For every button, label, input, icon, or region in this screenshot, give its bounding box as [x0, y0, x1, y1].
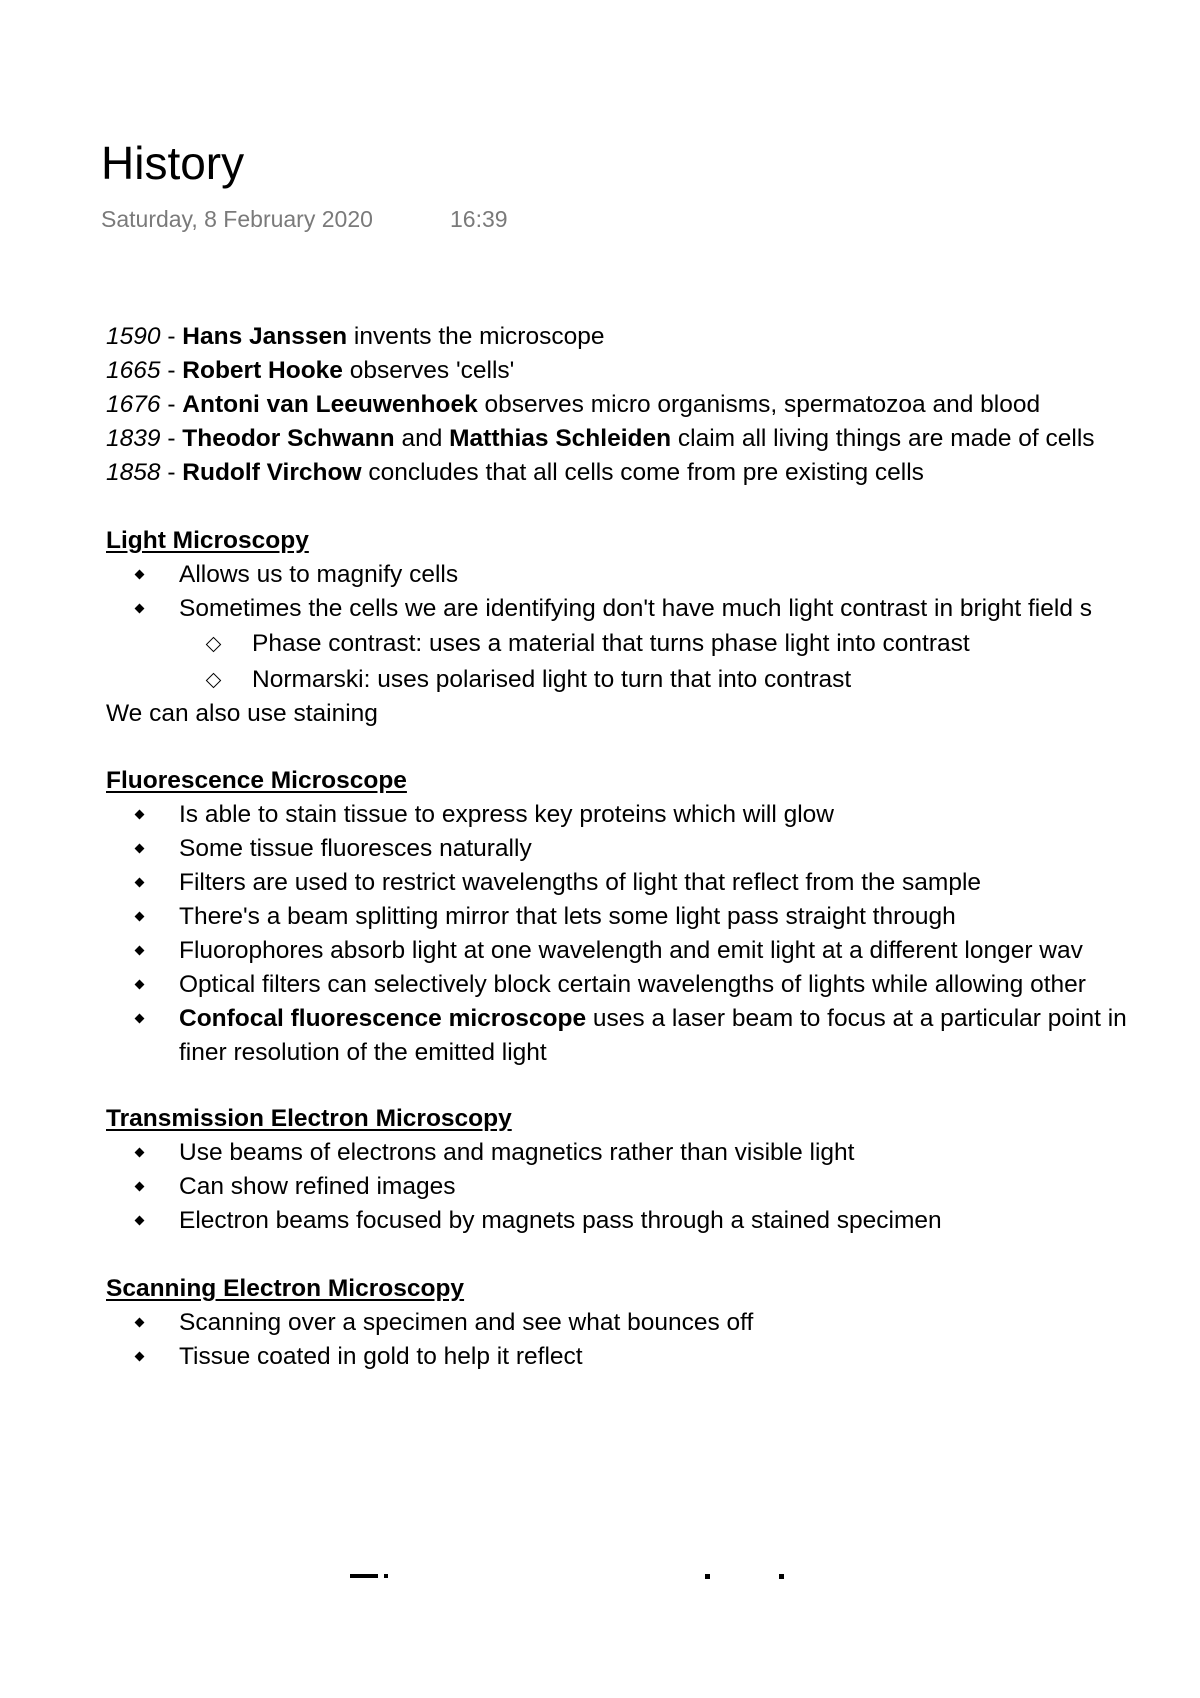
section-heading-tem: Transmission Electron Microscopy — [106, 1105, 512, 1132]
list-item: Optical filters can selectively block certain wavelengths of lights while allowing other — [179, 971, 1086, 998]
list-item: Scanning over a specimen and see what bounces off — [179, 1309, 754, 1336]
stray-mark — [779, 1574, 784, 1579]
diamond-bullet-icon — [134, 1170, 148, 1204]
list-item: Fluorophores absorb light at one wavelength and emit light at a different longer wav — [179, 937, 1083, 964]
timeline-entry: 1665 - Robert Hooke observes 'cells' — [106, 357, 515, 384]
timeline-text: concludes that all cells come from pre existing cells — [361, 459, 924, 486]
diamond-bullet-icon — [134, 866, 148, 900]
list-item: Allows us to magnify cells — [179, 561, 459, 588]
diamond-bullet-icon — [134, 1002, 148, 1036]
timeline-text: claim all living things are made of cells — [671, 425, 1095, 452]
timeline-entry: 1858 - Rudolf Virchow concludes that all cells come from pre existing cells — [106, 459, 924, 486]
confocal-term: Confocal fluorescence microscope — [179, 1005, 587, 1032]
timeline-text: invents the microscope — [347, 323, 605, 350]
timeline-text: observes 'cells' — [342, 357, 515, 384]
timeline-entry: 1839 - Theodor Schwann and Matthias Schleiden claim all living things are made of cells — [106, 425, 1095, 452]
diamond-bullet-icon — [134, 1340, 148, 1374]
timeline-person: Antoni van Leeuwenhoek — [182, 391, 478, 418]
timeline-person: Rudolf Virchow — [182, 459, 362, 486]
stray-mark — [350, 1574, 378, 1578]
section-heading-light-microscopy: Light Microscopy — [106, 527, 309, 554]
list-item: Filters are used to restrict wavelengths of light that reflect from the sample — [179, 869, 982, 896]
hollow-diamond-bullet-icon — [206, 663, 222, 697]
diamond-bullet-icon — [134, 900, 148, 934]
list-item: Electron beams focused by magnets pass through a stained specimen — [179, 1207, 942, 1234]
diamond-bullet-icon — [134, 934, 148, 968]
list-item: Tissue coated in gold to help it reflect — [179, 1343, 583, 1370]
page-title: History — [101, 137, 245, 189]
list-item: Sometimes the cells we are identifying don't have much light contrast in bright field s — [179, 595, 1092, 622]
hollow-diamond-bullet-icon — [206, 627, 222, 661]
timeline-person: Matthias Schleiden — [449, 425, 672, 452]
diamond-bullet-icon — [134, 832, 148, 866]
timeline-year: 1676 — [106, 391, 161, 418]
note-text: We can also use staining — [106, 700, 378, 727]
timeline-year: 1839 — [106, 425, 161, 452]
diamond-bullet-icon — [134, 968, 148, 1002]
timeline-entry: 1590 - Hans Janssen invents the microscope — [106, 323, 605, 350]
stray-mark — [705, 1574, 710, 1579]
stray-mark — [384, 1574, 388, 1578]
page-date: Saturday, 8 February 2020 — [101, 206, 373, 232]
timeline-year: 1858 — [106, 459, 161, 486]
diamond-bullet-icon — [134, 1204, 148, 1238]
diamond-bullet-icon — [134, 592, 148, 626]
diamond-bullet-icon — [134, 1136, 148, 1170]
list-item-continuation: finer resolution of the emitted light — [179, 1039, 547, 1066]
timeline-entry: 1676 - Antoni van Leeuwenhoek observes micro organisms, spermatozoa and blood — [106, 391, 1041, 418]
diamond-bullet-icon — [134, 558, 148, 592]
timeline-year: 1665 — [106, 357, 161, 384]
list-item: Some tissue fluoresces naturally — [179, 835, 532, 862]
timeline-text: observes micro organisms, spermatozoa and blood — [477, 391, 1041, 418]
timeline-person: Hans Janssen — [182, 323, 348, 350]
timeline-person: Robert Hooke — [182, 357, 343, 384]
list-item: Confocal fluorescence microscope uses a laser beam to focus at a particular point in — [179, 1005, 1127, 1032]
diamond-bullet-icon — [134, 798, 148, 832]
list-item: Use beams of electrons and magnetics rather than visible light — [179, 1139, 855, 1166]
list-item: Is able to stain tissue to express key proteins which will glow — [179, 801, 834, 828]
section-heading-sem: Scanning Electron Microscopy — [106, 1275, 465, 1302]
list-item: Can show refined images — [179, 1173, 456, 1200]
timeline-year: 1590 — [106, 323, 161, 350]
timeline-person: Theodor Schwann — [182, 425, 395, 452]
page-timestamp — [101, 204, 508, 234]
sub-list-item: Phase contrast: uses a material that turns phase light into contrast — [252, 630, 970, 657]
section-heading-fluorescence: Fluorescence Microscope — [106, 767, 407, 794]
list-item: There's a beam splitting mirror that lets some light pass straight through — [179, 903, 956, 930]
sub-list-item: Normarski: uses polarised light to turn that into contrast — [252, 666, 852, 693]
page-time: 16:39 — [450, 206, 508, 232]
diamond-bullet-icon — [134, 1306, 148, 1340]
